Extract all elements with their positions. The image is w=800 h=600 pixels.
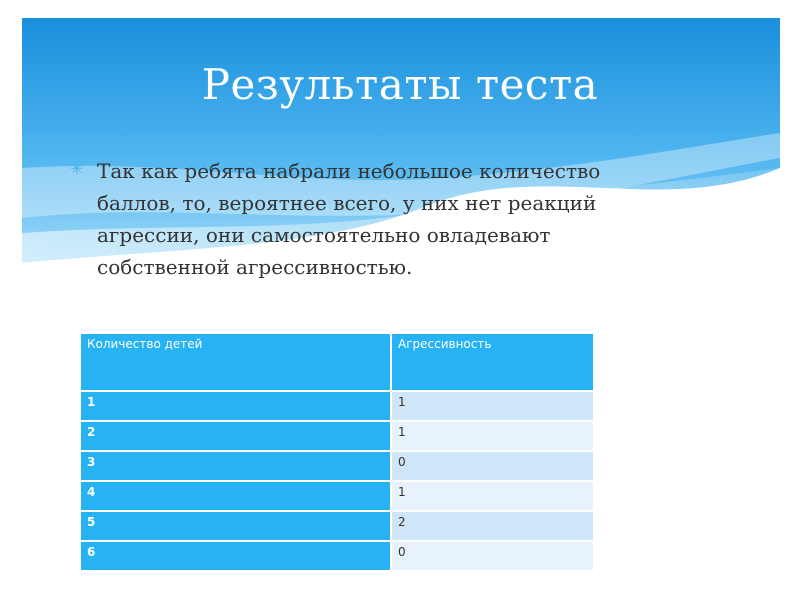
asterisk-icon: ✳ bbox=[70, 159, 84, 178]
cell-children: 6 bbox=[80, 541, 391, 571]
cell-aggressiveness: 1 bbox=[391, 421, 594, 451]
table-row bbox=[80, 481, 594, 511]
table-header-row bbox=[80, 333, 594, 391]
cell-children: 1 bbox=[80, 391, 391, 421]
slide-title: Результаты теста bbox=[201, 60, 599, 109]
table-row bbox=[80, 451, 594, 481]
table-row bbox=[80, 391, 594, 421]
cell-aggressiveness: 2 bbox=[391, 511, 594, 541]
table-row bbox=[80, 421, 594, 451]
cell-children: 2 bbox=[80, 421, 391, 451]
results-table bbox=[79, 332, 595, 572]
bullet-text: Так как ребята набрали небольшое количество баллов, то, вероятнее всего, у них нет реакций агрессии, они самостоятельно овладевают собственной агрессивностью. bbox=[97, 159, 601, 279]
header-children-count: Количество детей bbox=[80, 333, 391, 391]
table-row bbox=[80, 511, 594, 541]
header-aggressiveness: Агрессивность bbox=[391, 333, 594, 391]
bullet-paragraph bbox=[70, 155, 670, 283]
cell-children: 3 bbox=[80, 451, 391, 481]
cell-children: 5 bbox=[80, 511, 391, 541]
cell-children: 4 bbox=[80, 481, 391, 511]
cell-aggressiveness: 1 bbox=[391, 391, 594, 421]
cell-aggressiveness: 1 bbox=[391, 481, 594, 511]
table-row bbox=[80, 541, 594, 571]
cell-aggressiveness: 0 bbox=[391, 541, 594, 571]
cell-aggressiveness: 0 bbox=[391, 451, 594, 481]
